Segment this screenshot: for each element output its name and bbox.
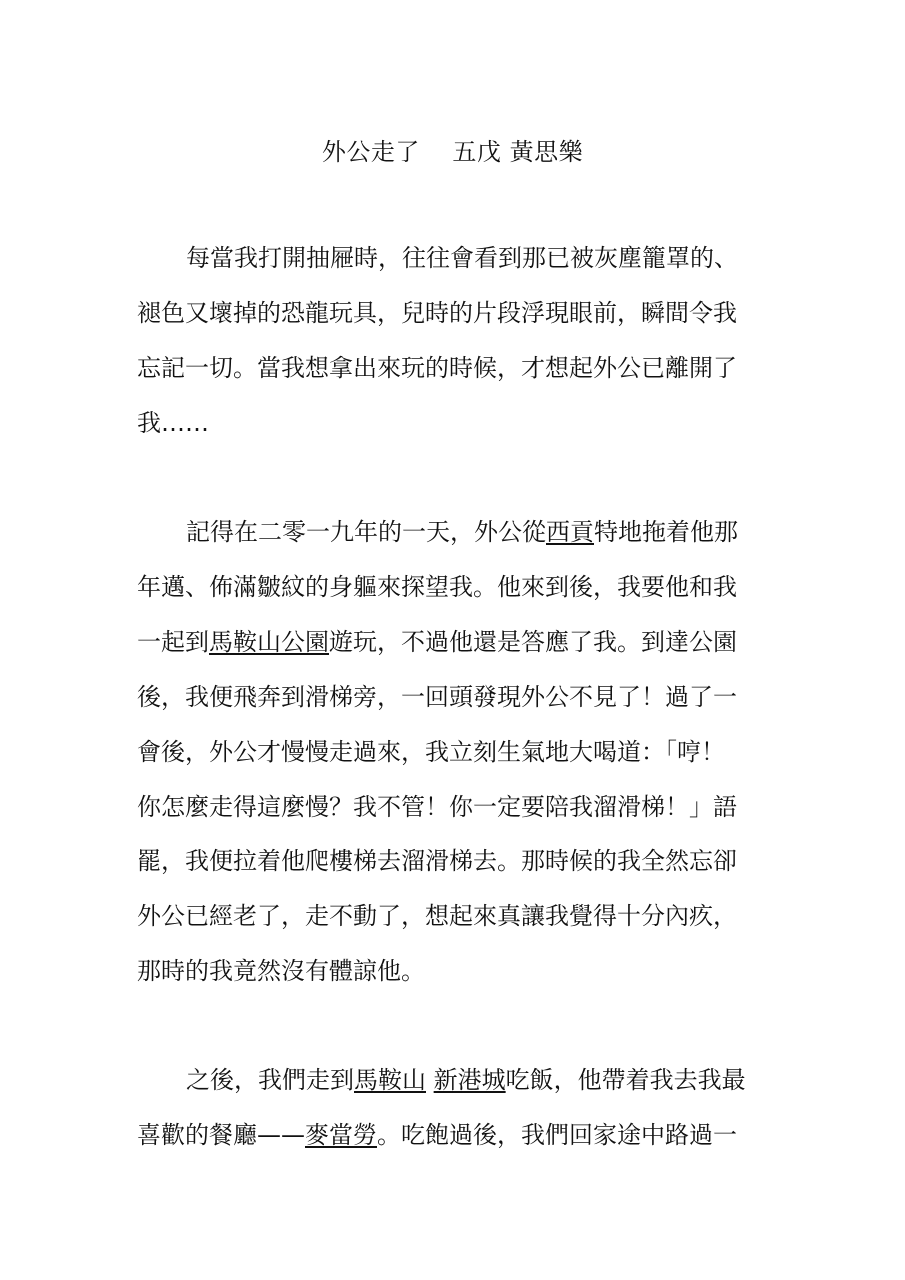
paragraph-line xyxy=(137,955,425,987)
paragraph-line xyxy=(137,900,737,932)
paragraph-line xyxy=(137,791,737,823)
paragraph-line xyxy=(137,736,725,768)
text-segment: 遊玩，不過他還是答應了我。到達公園 xyxy=(329,628,737,656)
underlined-place-name: 馬鞍山公園 xyxy=(209,628,329,656)
underlined-place-name: 西貢 xyxy=(546,518,594,546)
text-segment: 記得在二零一九年的一天，外公從 xyxy=(186,518,546,546)
text-segment: 褪色又壞掉的恐龍玩具，兒時的片段浮現眼前，瞬間令我 xyxy=(137,299,737,327)
paragraph-line xyxy=(186,242,738,274)
text-segment: 忘記一切。當我想拿出來玩的時候，才想起外公已離開了 xyxy=(137,354,737,382)
text-segment: 那時的我竟然沒有體諒他。 xyxy=(137,957,425,985)
underlined-place-name: 新港城 xyxy=(433,1066,506,1094)
text-segment: 罷，我便拉着他爬樓梯去溜滑梯去。那時候的我全然忘卻 xyxy=(137,847,737,875)
paragraph-line xyxy=(137,352,737,384)
text-segment: 特地拖着他那 xyxy=(594,518,738,546)
underlined-place-name: 麥當勞 xyxy=(305,1121,377,1149)
text-segment: 後，我便飛奔到滑梯旁，一回頭發現外公不見了！過了一 xyxy=(137,683,737,711)
paragraph-line xyxy=(137,1119,737,1151)
text-segment xyxy=(426,1066,434,1094)
text-segment: 年邁、佈滿皺紋的身軀來探望我。他來到後，我要他和我 xyxy=(137,573,737,601)
text-segment: 我…… xyxy=(137,409,209,437)
text-segment: 喜歡的餐廳—— xyxy=(137,1121,305,1149)
text-segment: 會後，外公才慢慢走過來，我立刻生氣地大喝道：「哼！ xyxy=(137,738,725,766)
text-segment: 一起到 xyxy=(137,628,209,656)
paragraph-line xyxy=(137,407,209,439)
essay-title: 外公走了 五戊 黃思樂 xyxy=(321,138,584,166)
text-segment: 你怎麼走得這麼慢？我不管！你一定要陪我溜滑梯！」語 xyxy=(137,793,737,821)
paragraph-line xyxy=(137,845,737,877)
text-segment: 。吃飽過後，我們回家途中路過一 xyxy=(377,1121,737,1149)
paragraph-line xyxy=(137,297,737,329)
paragraph-line xyxy=(186,1064,746,1096)
text-segment: 之後，我們走到 xyxy=(186,1066,354,1094)
paragraph-line xyxy=(137,571,737,603)
text-segment: 每當我打開抽屜時，往往會看到那已被灰塵籠罩的、 xyxy=(186,244,738,272)
text-segment: 吃飯，他帶着我去我最 xyxy=(505,1066,746,1094)
underlined-place-name: 馬鞍山 xyxy=(354,1066,426,1094)
paragraph-line xyxy=(137,681,737,713)
paragraph-line xyxy=(137,626,737,658)
paragraph-line xyxy=(186,516,738,548)
text-segment: 外公已經老了，走不動了，想起來真讓我覺得十分內疚， xyxy=(137,902,737,930)
